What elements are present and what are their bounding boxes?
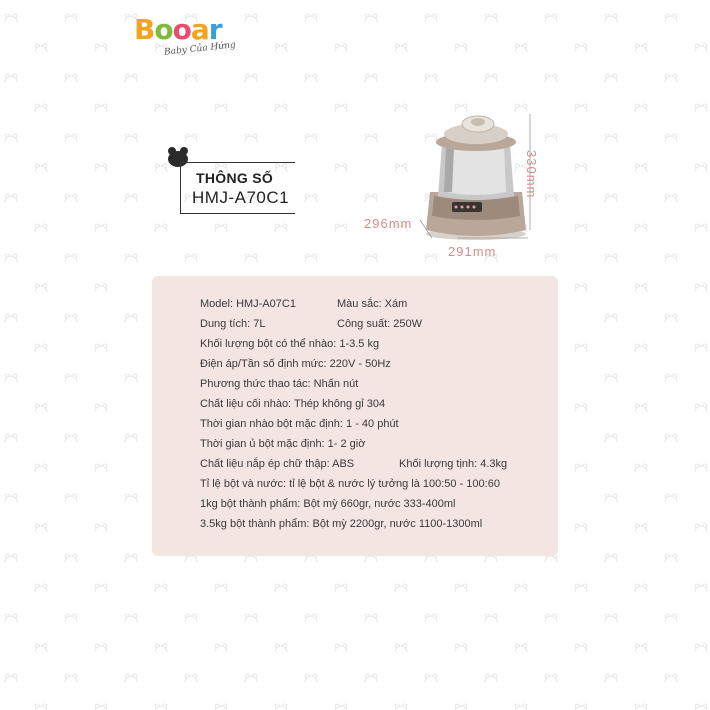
dough-mixer-image [418, 104, 534, 244]
brand-logo [134, 13, 237, 60]
dimension-width: 291mm [448, 244, 497, 259]
logo-tagline: Baby Của Hứng [163, 40, 237, 58]
logo-wordmark: Booar [134, 13, 222, 46]
spec-bowl-material: Chất liệu cối nhào: Thép không gỉ 304 [200, 398, 386, 410]
spec-lid-material: Chất liệu nắp ép chữ thập: ABS [200, 458, 355, 470]
spec-voltage: Điện áp/Tần số định mức: 220V - 50Hz [200, 358, 391, 370]
spec-recipe-3-5kg: 3.5kg bột thành phẩm: Bột mỳ 2200gr, nước 1100-1300ml [200, 518, 483, 530]
spec-title: THÔNG SỐ [196, 170, 274, 186]
spec-knead-time: Thời gian nhào bột mặc định: 1 - 40 phút [200, 418, 399, 430]
spec-operation: Phương thức thao tác: Nhấn nút [200, 378, 359, 390]
spec-proof-time: Thời gian ủ bột mặc định: 1- 2 giờ [200, 438, 366, 450]
spec-model: Model: HMJ-A07C1 [200, 298, 296, 310]
dimension-height: 330mm [524, 150, 539, 199]
spec-net-weight: Khối lượng tịnh: 4.3kg [399, 458, 508, 470]
spec-model-name: HMJ-A70C1 [192, 188, 290, 207]
spec-recipe-1kg: 1kg bột thành phẩm: Bột mỳ 660gr, nước 333-400ml [200, 498, 456, 510]
spec-capacity: Dung tích: 7L [200, 318, 266, 330]
spec-color: Màu sắc: Xám [337, 298, 408, 310]
dimension-depth: 296mm [364, 216, 413, 231]
spec-ratio: Tỉ lệ bột và nước: tỉ lệ bột & nước lý tưởng là 100:50 - 100:60 [200, 478, 500, 490]
spec-power: Công suất: 250W [337, 318, 422, 330]
spec-dough-weight: Khối lượng bột có thể nhào: 1-3.5 kg [200, 338, 380, 350]
